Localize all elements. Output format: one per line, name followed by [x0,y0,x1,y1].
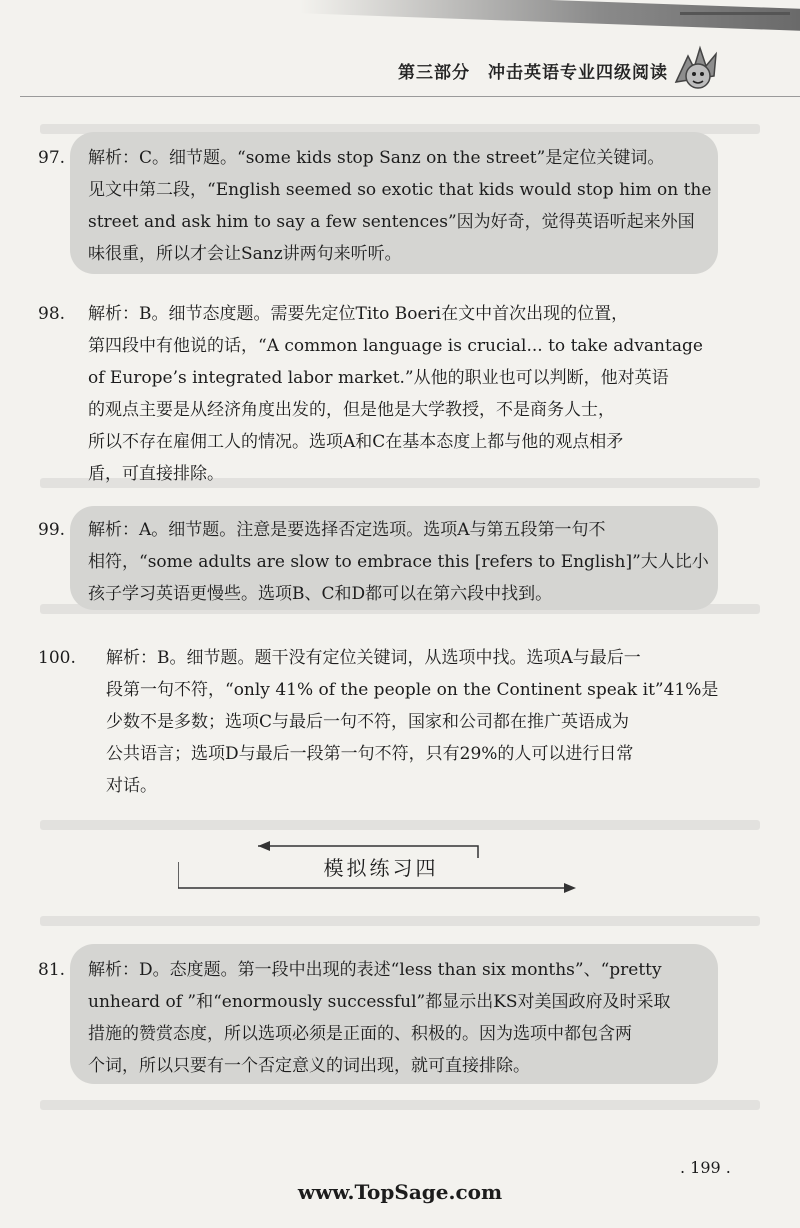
answer-item-81 [38,954,708,1082]
page-header [0,0,800,110]
item-line: 个词，所以只要有一个否定意义的词出现，就可直接排除。 [88,1056,530,1076]
bleed-through-line [40,1100,760,1110]
section-title: 模拟练习四 [323,856,439,880]
header-decoration-band [300,0,800,31]
item-line: 孩子学习英语更慢些。选项B、C和D都可以在第六段中找到。 [88,584,553,604]
item-line: 少数不是多数；选项C与最后一句不符，国家和公司都在推广英语成为 [106,712,630,732]
item-line: 相符，“some adults are slow to embrace this [refers to English]”大人比小 [88,552,709,572]
item-number: 100. [38,648,76,668]
item-line: 措施的赞赏态度，所以选项必须是正面的、积极的。因为选项中都包含两 [88,1024,632,1044]
item-number: 81. [38,960,66,980]
item-line: unheard of ”和“enormously successful”都显示出KS对美国政府及时采取 [88,992,671,1012]
item-line: 对话。 [106,776,157,796]
item-line: 段第一句不符，“only 41% of the people on the Continent speak it”41%是 [106,680,719,700]
footer-url: www.TopSage.com [297,1180,503,1204]
item-line: 解析：A。细节题。注意是要选择否定选项。选项A与第五段第一句不 [88,520,606,540]
item-line: 解析：B。细节题。题干没有定位关键词，从选项中找。选项A与最后一 [106,648,641,668]
item-line: 公共语言；选项D与最后一段第一句不符，只有29%的人可以进行日常 [106,744,634,764]
answer-item-99 [38,514,708,610]
item-number: 99. [38,520,66,540]
answer-item-98 [38,298,708,490]
page-number: . 199 . [680,1158,731,1177]
item-line: 见文中第二段，“English seemed so exotic that kids would stop him on the [88,180,712,200]
item-line: 盾，可直接排除。 [88,464,224,484]
item-line: 解析：D。态度题。第一段中出现的表述“less than six months”、“pretty [88,960,662,980]
item-line: 的观点主要是从经济角度出发的，但是他是大学教授，不是商务人士， [88,400,615,420]
header-arrow-decoration [680,12,790,15]
item-line: 解析：C。细节题。“some kids stop Sanz on the street”是定位关键词。 [88,148,665,168]
section-heading [178,840,578,896]
mascot-icon [668,42,728,94]
bleed-through-line [40,820,760,830]
bleed-through-line [40,916,760,926]
item-line: of Europe’s integrated labor market.”从他的职业也可以判断，他对英语 [88,368,669,388]
header-rule [20,96,800,97]
item-number: 97. [38,148,66,168]
item-line: 味很重，所以才会让Sanz讲两句来听听。 [88,244,402,264]
answer-item-97 [38,142,712,270]
item-line: 第四段中有他说的话，“A common language is crucial... to take advantage [88,336,703,356]
item-line: street and ask him to say a few sentences”因为好奇，觉得英语听起来外国 [88,212,695,232]
section-header-title: 第三部分 冲击英语专业四级阅读 [398,63,668,83]
answer-item-100 [38,642,719,802]
item-line: 解析：B。细节态度题。需要先定位Tito Boeri在文中首次出现的位置， [88,304,629,324]
item-number: 98. [38,304,66,324]
item-line: 所以不存在雇佣工人的情况。选项A和C在基本态度上都与他的观点相矛 [88,432,624,452]
